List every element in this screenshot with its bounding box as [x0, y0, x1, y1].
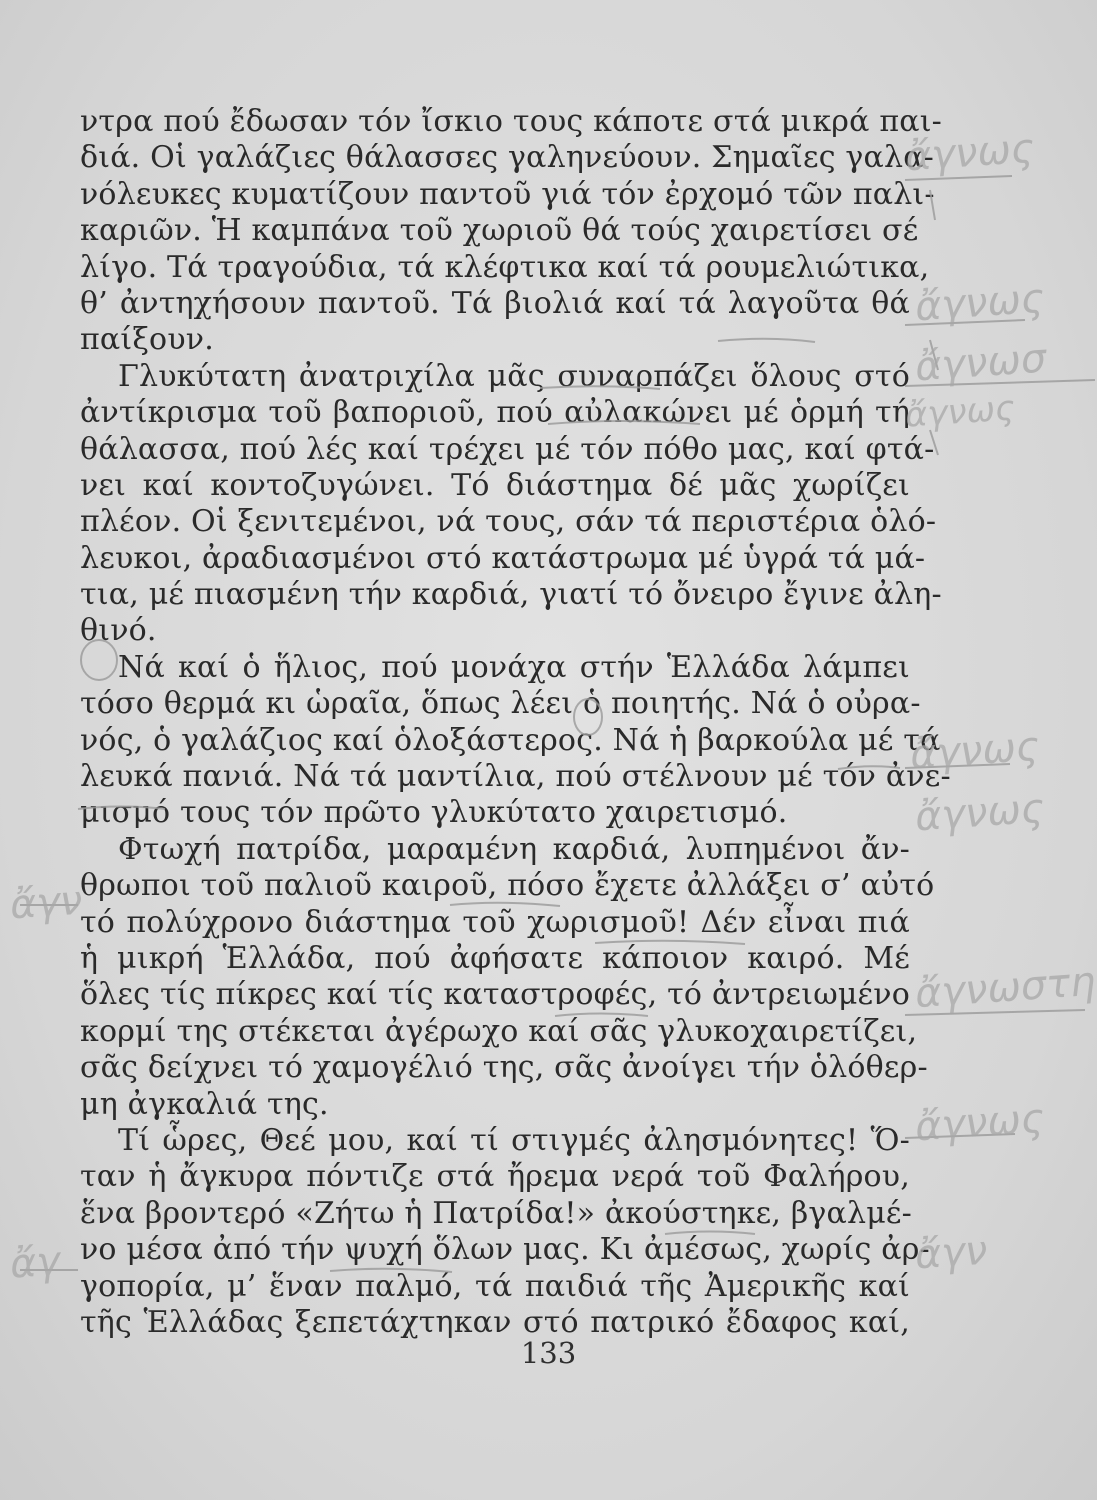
text-line: διά. Οἱ γαλάζιες θάλασσες γαληνεύουν. Σημαῖες γαλα- — [80, 140, 935, 176]
text-line: τόσο θερμά κι ὡραῖα, ὅπως λέει ὁ ποιητής. Νά ὁ οὐρα- — [80, 686, 921, 722]
text-line: νός, ὁ γαλάζιος καί ὁλοξάστερος. Νά ἡ βαρκούλα μέ τά — [80, 722, 941, 758]
page-number: 133 — [520, 1336, 577, 1370]
text-line: πλέον. Οἱ ξενιτεμένοι, νά τους, σάν τά περιστέρια ὁλό- — [80, 504, 937, 540]
text-line: παίξουν. — [80, 322, 214, 358]
text-line: μη ἀγκαλιά της. — [80, 1086, 329, 1122]
text-line: θινό. — [80, 613, 157, 649]
text-line: λίγο. Τά τραγούδια, τά κλέφτικα καί τά ρουμελιώτικα, — [80, 249, 930, 285]
text-line: θρωποι τοῦ παλιοῦ καιροῦ, πόσο ἔχετε ἀλλάξει σ’ αὐτό — [80, 868, 935, 904]
text-line: μισμό τους τόν πρῶτο γλυκύτατο χαιρετισμό. — [80, 795, 788, 831]
margin-note: ἄγνωσ — [913, 335, 1048, 391]
text-line: ταν ἡ ἄγκυρα πόντιζε στά ἤρεμα νερά τοῦ Φαλήρου, — [80, 1159, 910, 1195]
text-line: τια, μέ πιασμένη τήν καρδιά, γιατί τό ὄνειρο ἔγινε ἀλη- — [80, 577, 942, 613]
text-line: νει καί κοντοζυγώνει. Τό διάστημα δέ μᾶς χωρίζει — [80, 467, 910, 503]
text-line: νόλευκες κυματίζουν παντοῦ γιά τόν ἐρχομό τῶν παλι- — [80, 176, 935, 212]
margin-note: ἄγν — [913, 1227, 989, 1279]
text-line: θάλασσα, πού λές καί τρέχει μέ τόν πόθο μας, καί φτά- — [80, 431, 935, 467]
text-line: καριῶν. Ἡ καμπάνα τοῦ χωριοῦ θά τούς χαιρετίσει σέ — [80, 213, 919, 249]
margin-note: ἄγ — [8, 1238, 62, 1288]
margin-note: ἄγν — [8, 877, 84, 929]
text-line: νο μέσα ἀπό τήν ψυχή ὅλων μας. Κι ἀμέσως, χωρίς ἀρ- — [80, 1232, 930, 1268]
margin-note: ἄγνως — [913, 785, 1046, 841]
margin-note: ἄγνωστη — [913, 958, 1097, 1018]
text-line: τό πολύχρονο διάστημα τοῦ χωρισμοῦ! Δέν εἶναι πιά — [80, 904, 910, 940]
text-line: ντρα πού ἔδωσαν τόν ἴσκιο τους κάποτε στά μικρά παι- — [80, 104, 943, 139]
margin-note: ἄγνως — [913, 1095, 1046, 1151]
margin-note: ἄγνως — [903, 388, 1017, 436]
margin-note: ἄγνως — [903, 125, 1036, 181]
text-line: ἡ μικρή Ἑλλάδα, πού ἀφήσατε κάποιον καιρό. Μέ — [80, 940, 910, 976]
text-line: ἀντίκρισμα τοῦ βαποριοῦ, πού αὐλακώνει μέ ὁρμή τή — [80, 395, 910, 431]
text-line: τῆς Ἑλλάδας ξεπετάχτηκαν στό πατρικό ἔδαφος καί, — [80, 1304, 910, 1340]
text-line: Νά καί ὁ ἥλιος, πού μονάχα στήν Ἑλλάδα λάμπει — [118, 649, 910, 685]
text-line: ἕνα βροντερό «Ζήτω ἡ Πατρίδα!» ἀκούστηκε, βγαλμέ- — [80, 1195, 912, 1231]
text-line: λευκοι, ἀραδιασμένοι στό κατάστρωμα μέ ὑγρά τά μά- — [80, 540, 926, 576]
text-line: Φτωχή πατρίδα, μαραμένη καρδιά, λυπημένοι ἄν- — [118, 831, 910, 867]
text-line: Τί ὧρες, Θεέ μου, καί τί στιγμές ἀλησμόνητες! Ὅ- — [118, 1122, 910, 1158]
text-line: κορμί της στέκεται ἀγέρωχο καί σᾶς γλυκοχαιρετίζει, — [80, 1013, 918, 1049]
margin-note: ἄγνως — [908, 723, 1041, 779]
margin-note: ἄγνως — [913, 275, 1046, 331]
text-line: Γλυκύτατη ἀνατριχίλα μᾶς συναρπάζει ὅλους στό — [118, 358, 910, 394]
text-line: λευκά πανιά. Νά τά μαντίλια, πού στέλνουν μέ τόν ἀνε- — [80, 759, 951, 795]
text-line: ὅλες τίς πίκρες καί τίς καταστροφές, τό ἀντρειωμένο — [80, 977, 910, 1013]
text-line: θ’ ἀντηχήσουν παντοῦ. Τά βιολιά καί τά λαγοῦτα θά — [80, 285, 910, 321]
text-line: σᾶς δείχνει τό χαμογέλιό της, σᾶς ἀνοίγει τήν ὁλόθερ- — [80, 1050, 928, 1086]
text-line: γοπορία, μ’ ἕναν παλμό, τά παιδιά τῆς Ἀμερικῆς καί — [80, 1268, 910, 1304]
